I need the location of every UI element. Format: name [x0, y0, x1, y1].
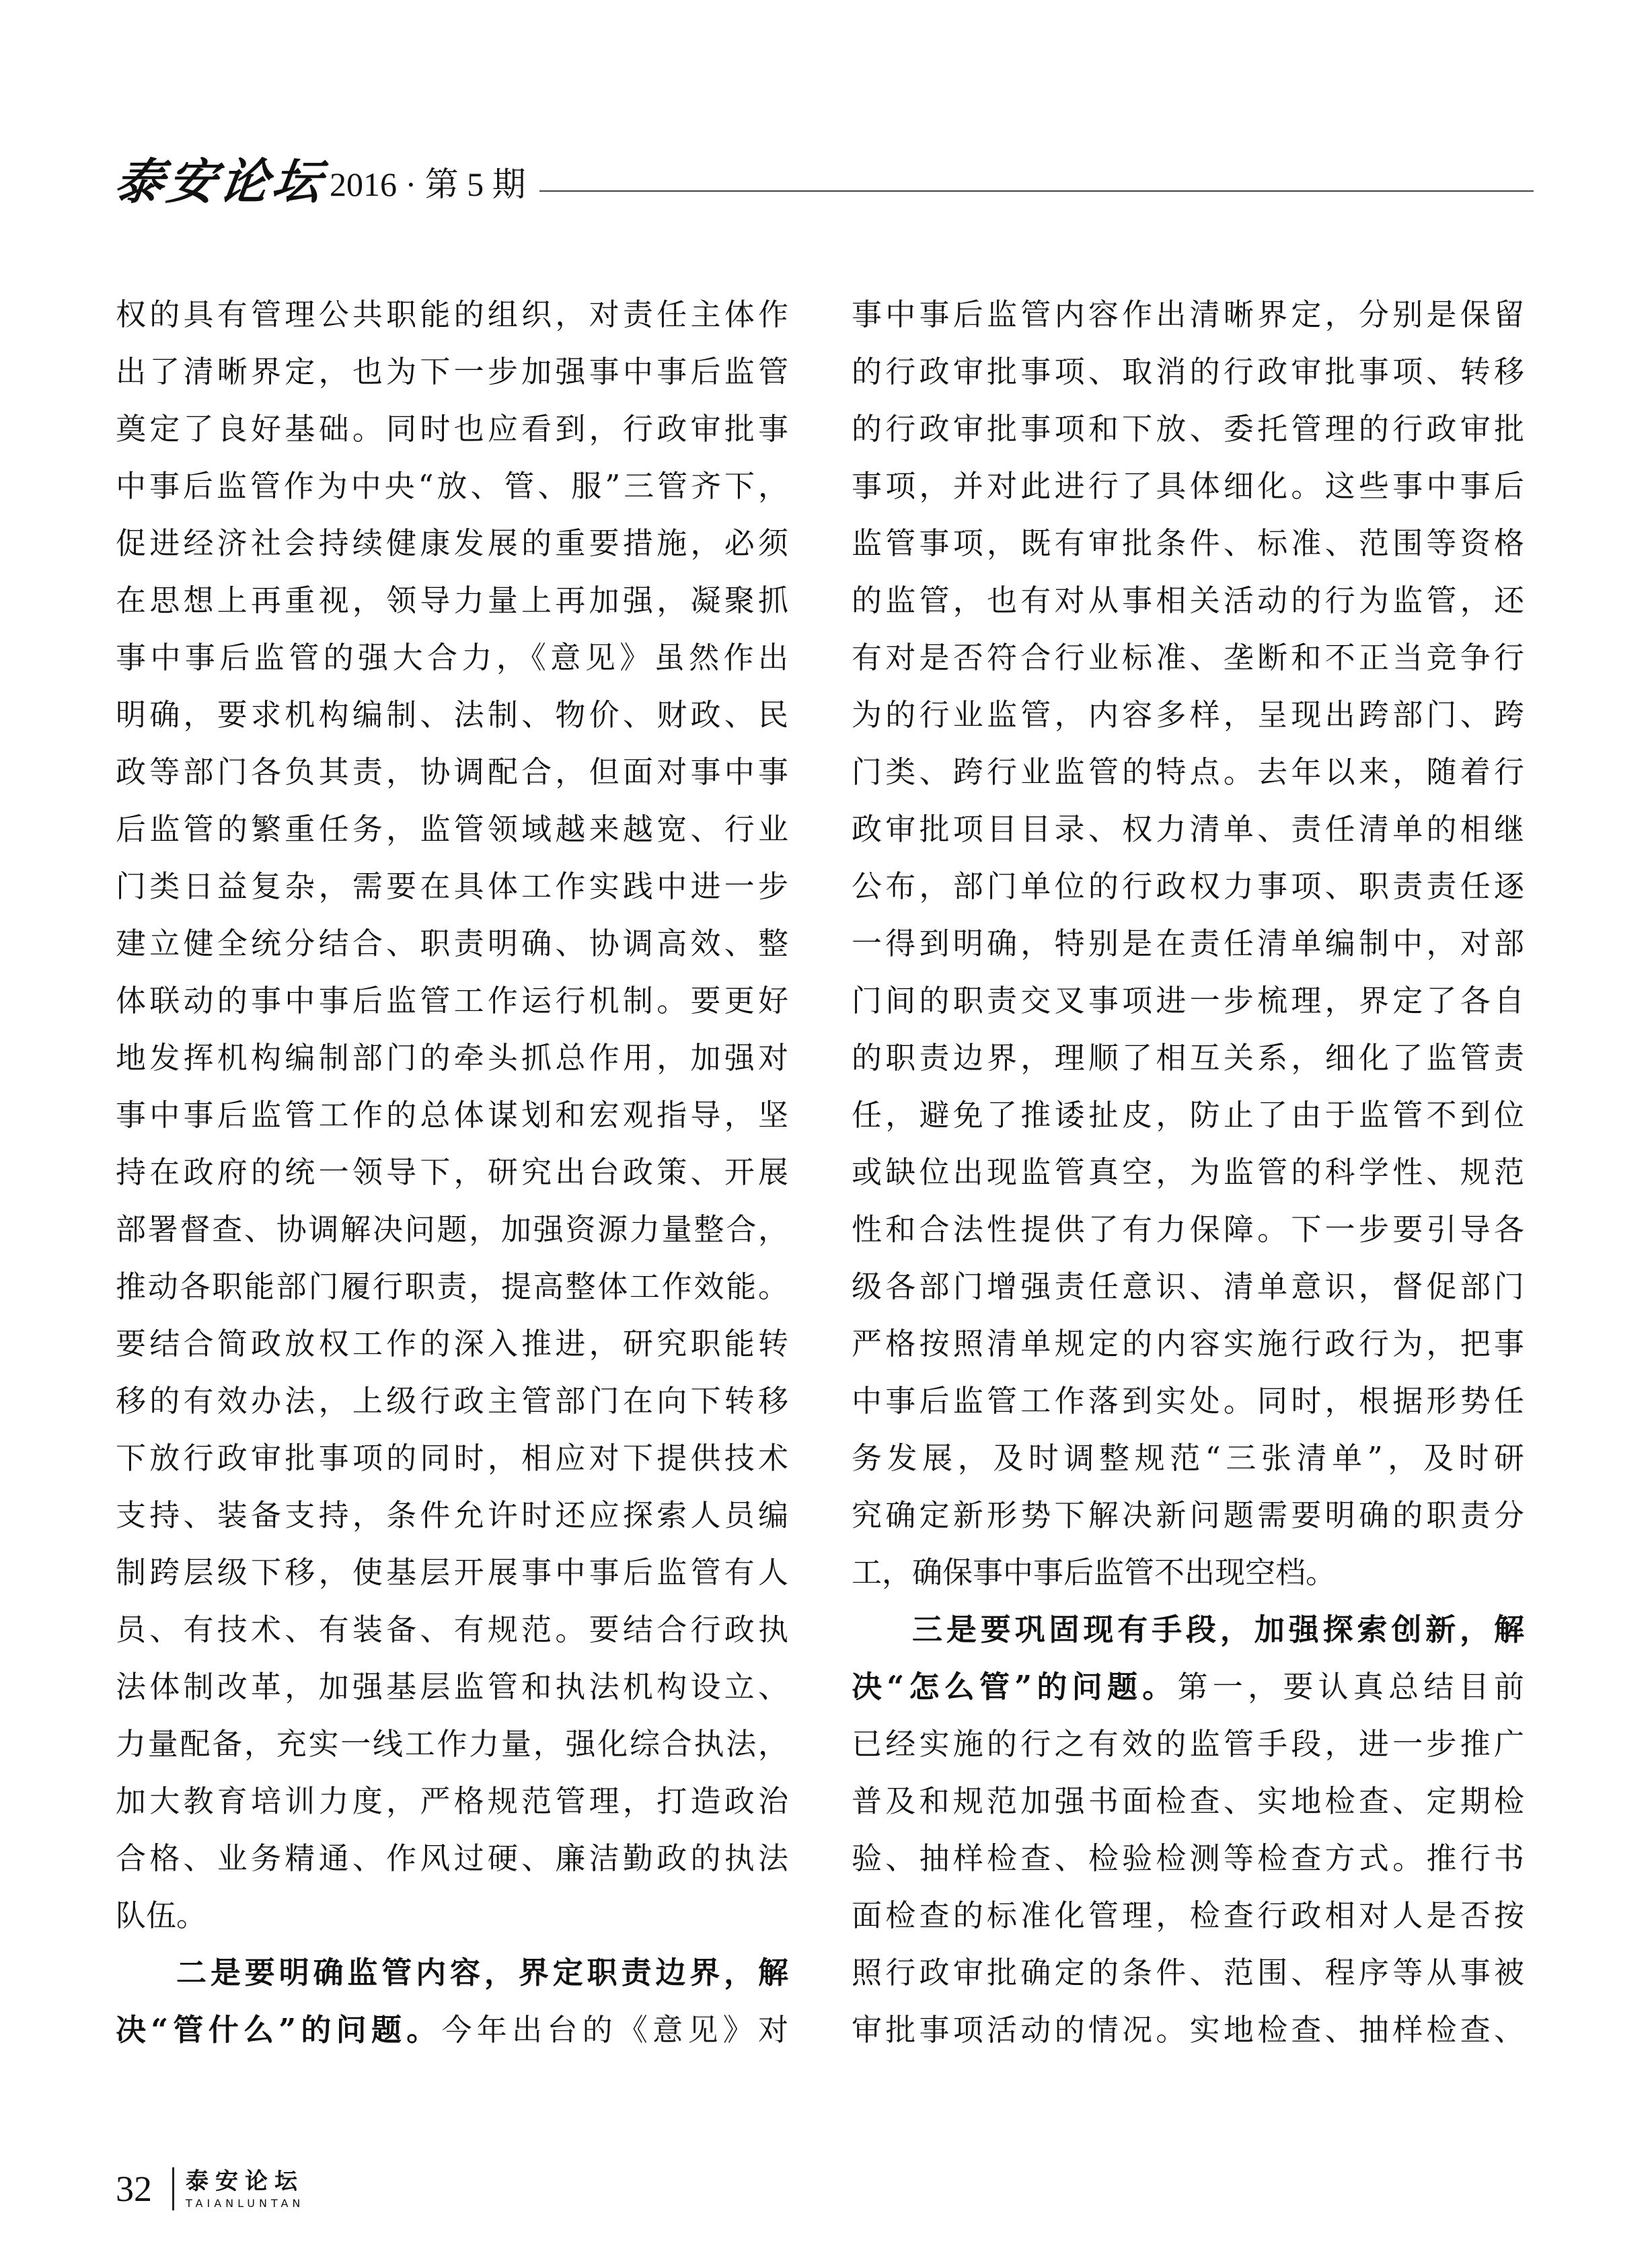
text-line [116, 572, 788, 629]
line-text: 性和合法性提供了有力保障。下一步要引导各 [852, 1211, 1524, 1247]
text-line [116, 1429, 788, 1487]
bold-lead-text: 决“怎么管”的问题。 [852, 1669, 1178, 1705]
line-text: 建立健全统分结合、职责明确、协调高效、整 [116, 926, 788, 961]
text-line [852, 1544, 1524, 1601]
text-line [852, 1830, 1524, 1887]
text-line [852, 686, 1524, 743]
text-line [852, 515, 1524, 572]
text-line [116, 1715, 788, 1772]
text-line [116, 343, 788, 400]
text-line [116, 457, 788, 515]
text-line [116, 1658, 788, 1715]
line-text: 体联动的事中事后监管工作运行机制。要更好 [116, 983, 788, 1018]
line-text: 事中事后监管工作的总体谋划和宏观指导，坚 [116, 1097, 788, 1133]
text-line [852, 1601, 1524, 1658]
page-number: 32 [116, 2169, 152, 2209]
text-line [116, 1029, 788, 1086]
text-line [852, 858, 1524, 915]
text-line [116, 1487, 788, 1544]
text-line [116, 1372, 788, 1429]
line-text: 明确，要求机构编制、法制、物价、财政、民 [116, 697, 788, 733]
line-text: 事中事后监管内容作出清晰界定，分别是保留 [852, 297, 1524, 332]
text-line [116, 515, 788, 572]
text-line [852, 915, 1524, 972]
line-text: 加大教育培训力度，严格规范管理，打造政治 [116, 1783, 788, 1819]
text-line [116, 1887, 788, 1944]
line-text: 第一，要认真总结目前 [1177, 1669, 1524, 1705]
line-text: 支持、装备支持，条件允许时还应探索人员编 [116, 1497, 788, 1533]
bold-lead-text: 三是要巩固现有手段，加强探索创新，解 [912, 1612, 1524, 1647]
text-line [116, 1944, 788, 2001]
text-line [852, 800, 1524, 858]
line-text: 严格按照清单规定的内容实施行政行为，把事 [852, 1326, 1524, 1361]
text-line [852, 1201, 1524, 1258]
issue-label: 2016 · 第 5 期 [330, 165, 526, 203]
line-text: 任，避免了推诿扯皮，防止了由于监管不到位 [852, 1097, 1524, 1133]
text-line [116, 1201, 788, 1258]
line-text: 中事后监管作为中央“放、管、服”三管齐下， [116, 468, 788, 504]
line-text: 级各部门增强责任意识、清单意识，督促部门 [852, 1269, 1524, 1304]
line-text: 审批事项活动的情况。实地检查、抽样检查、 [852, 2012, 1524, 2048]
text-line [116, 800, 788, 858]
text-line [852, 1429, 1524, 1487]
text-line [116, 915, 788, 972]
line-text: 验、抽样检查、检验检测等检查方式。推行书 [852, 1840, 1524, 1876]
line-text: 法体制改革，加强基层监管和执法机构设立、 [116, 1669, 788, 1705]
line-text: 或缺位出现监管真空，为监管的科学性、规范 [852, 1154, 1524, 1190]
text-line [852, 1372, 1524, 1429]
line-text: 下放行政审批事项的同时，相应对下提供技术 [116, 1440, 788, 1476]
line-text: 推动各职能部门履行职责，提高整体工作效能。 [116, 1269, 788, 1304]
text-line [116, 286, 788, 343]
text-line [116, 1544, 788, 1601]
text-line [852, 1029, 1524, 1086]
line-text: 监管事项，既有审批条件、标准、范围等资格 [852, 525, 1524, 561]
footer-divider [172, 2167, 174, 2210]
text-line [852, 972, 1524, 1029]
text-line [852, 400, 1524, 457]
line-text: 要结合简政放权工作的深入推进，研究职能转 [116, 1326, 788, 1361]
text-line [852, 1086, 1524, 1144]
line-text: 后监管的繁重任务，监管领域越来越宽、行业 [116, 811, 788, 847]
text-line [116, 1258, 788, 1315]
text-line [852, 343, 1524, 400]
line-text: 的监管，也有对从事相关活动的行为监管，还 [852, 583, 1524, 618]
line-text: 工，确保事中事后监管不出现空档。 [852, 1555, 1337, 1590]
line-text: 事项，并对此进行了具体细化。这些事中事后 [852, 468, 1524, 504]
line-text: 移的有效办法，上级行政主管部门在向下转移 [116, 1383, 788, 1419]
footer-journal-name: 泰安论坛 [186, 2168, 304, 2195]
line-text: 中事后监管工作落到实处。同时，根据形势任 [852, 1383, 1524, 1419]
text-line [852, 286, 1524, 343]
line-text: 员、有技术、有装备、有规范。要结合行政执 [116, 1612, 788, 1647]
line-text: 为的行业监管，内容多样，呈现出跨部门、跨 [852, 697, 1524, 733]
line-text: 部署督查、协调解决问题，加强资源力量整合， [116, 1211, 788, 1247]
line-text: 门间的职责交叉事项进一步梳理，界定了各自 [852, 983, 1524, 1018]
line-text: 制跨层级下移，使基层开展事中事后监管有人 [116, 1555, 788, 1590]
journal-logo: 泰安论坛 [111, 153, 330, 210]
line-text: 力量配备，充实一线工作力量，强化综合执法， [116, 1726, 788, 1762]
text-line [852, 457, 1524, 515]
text-line [852, 1887, 1524, 1944]
text-line [116, 1601, 788, 1658]
line-text: 奠定了良好基础。同时也应看到，行政审批事 [116, 411, 788, 447]
line-text: 权的具有管理公共职能的组织，对责任主体作 [116, 297, 788, 332]
right-column [852, 286, 1524, 2058]
line-text: 政审批项目目录、权力清单、责任清单的相继 [852, 811, 1524, 847]
line-text: 照行政审批确定的条件、范围、程序等从事被 [852, 1955, 1524, 1990]
line-text: 今年出台的《意见》对 [441, 2012, 788, 2048]
header-rule [539, 190, 1534, 192]
text-line [852, 2001, 1524, 2058]
text-line [116, 743, 788, 800]
line-text: 面检查的标准化管理，检查行政相对人是否按 [852, 1898, 1524, 1933]
line-text: 普及和规范加强书面检查、实地检查、定期检 [852, 1783, 1524, 1819]
text-line [116, 2001, 788, 2058]
text-line [852, 1658, 1524, 1715]
text-line [852, 629, 1524, 686]
bold-lead-text: 决“管什么”的问题。 [116, 2012, 442, 2048]
line-text: 门类日益复杂，需要在具体工作实践中进一步 [116, 868, 788, 904]
text-line [852, 572, 1524, 629]
line-text: 政等部门各负其责，协调配合，但面对事中事 [116, 754, 788, 790]
text-line [116, 400, 788, 457]
text-line [852, 1315, 1524, 1372]
text-line [852, 1772, 1524, 1830]
line-text: 门类、跨行业监管的特点。去年以来，随着行 [852, 754, 1524, 790]
line-text: 究确定新形势下解决新问题需要明确的职责分 [852, 1497, 1524, 1533]
line-text: 的职责边界，理顺了相互关系，细化了监管责 [852, 1040, 1524, 1076]
line-text: 事中事后监管的强大合力，《意见》虽然作出 [116, 640, 788, 675]
text-line [116, 1772, 788, 1830]
line-text: 促进经济社会持续健康发展的重要措施，必须 [116, 525, 788, 561]
text-line [852, 1715, 1524, 1772]
text-line [852, 1944, 1524, 2001]
line-text: 持在政府的统一领导下，研究出台政策、开展 [116, 1154, 788, 1190]
text-line [116, 686, 788, 743]
text-line [852, 743, 1524, 800]
line-text: 一得到明确，特别是在责任清单编制中，对部 [852, 926, 1524, 961]
footer-journal-pinyin: TAIANLUNTAN [186, 2197, 305, 2210]
line-text: 队伍。 [116, 1898, 207, 1933]
text-line [852, 1487, 1524, 1544]
text-line [116, 1144, 788, 1201]
line-text: 公布，部门单位的行政权力事项、职责责任逐 [852, 868, 1524, 904]
line-text: 在思想上再重视，领导力量上再加强，凝聚抓 [116, 583, 788, 618]
line-text: 合格、业务精通、作风过硬、廉洁勤政的执法 [116, 1840, 788, 1876]
text-line [852, 1144, 1524, 1201]
left-column [116, 286, 788, 2058]
text-line [852, 1258, 1524, 1315]
line-text: 已经实施的行之有效的监管手段，进一步推广 [852, 1726, 1524, 1762]
text-line [116, 1830, 788, 1887]
line-text: 务发展，及时调整规范“三张清单”，及时研 [852, 1440, 1524, 1476]
line-text: 有对是否符合行业标准、垄断和不正当竞争行 [852, 640, 1524, 675]
text-line [116, 1086, 788, 1144]
text-line [116, 858, 788, 915]
line-text: 的行政审批事项和下放、委托管理的行政审批 [852, 411, 1524, 447]
line-text: 地发挥机构编制部门的牵头抓总作用，加强对 [116, 1040, 788, 1076]
text-line [116, 972, 788, 1029]
bold-lead-text: 二是要明确监管内容，界定职责边界，解 [176, 1955, 788, 1990]
text-line [116, 1315, 788, 1372]
line-text: 出了清晰界定，也为下一步加强事中事后监管 [116, 354, 788, 389]
line-text: 的行政审批事项、取消的行政审批事项、转移 [852, 354, 1524, 389]
text-line [116, 629, 788, 686]
